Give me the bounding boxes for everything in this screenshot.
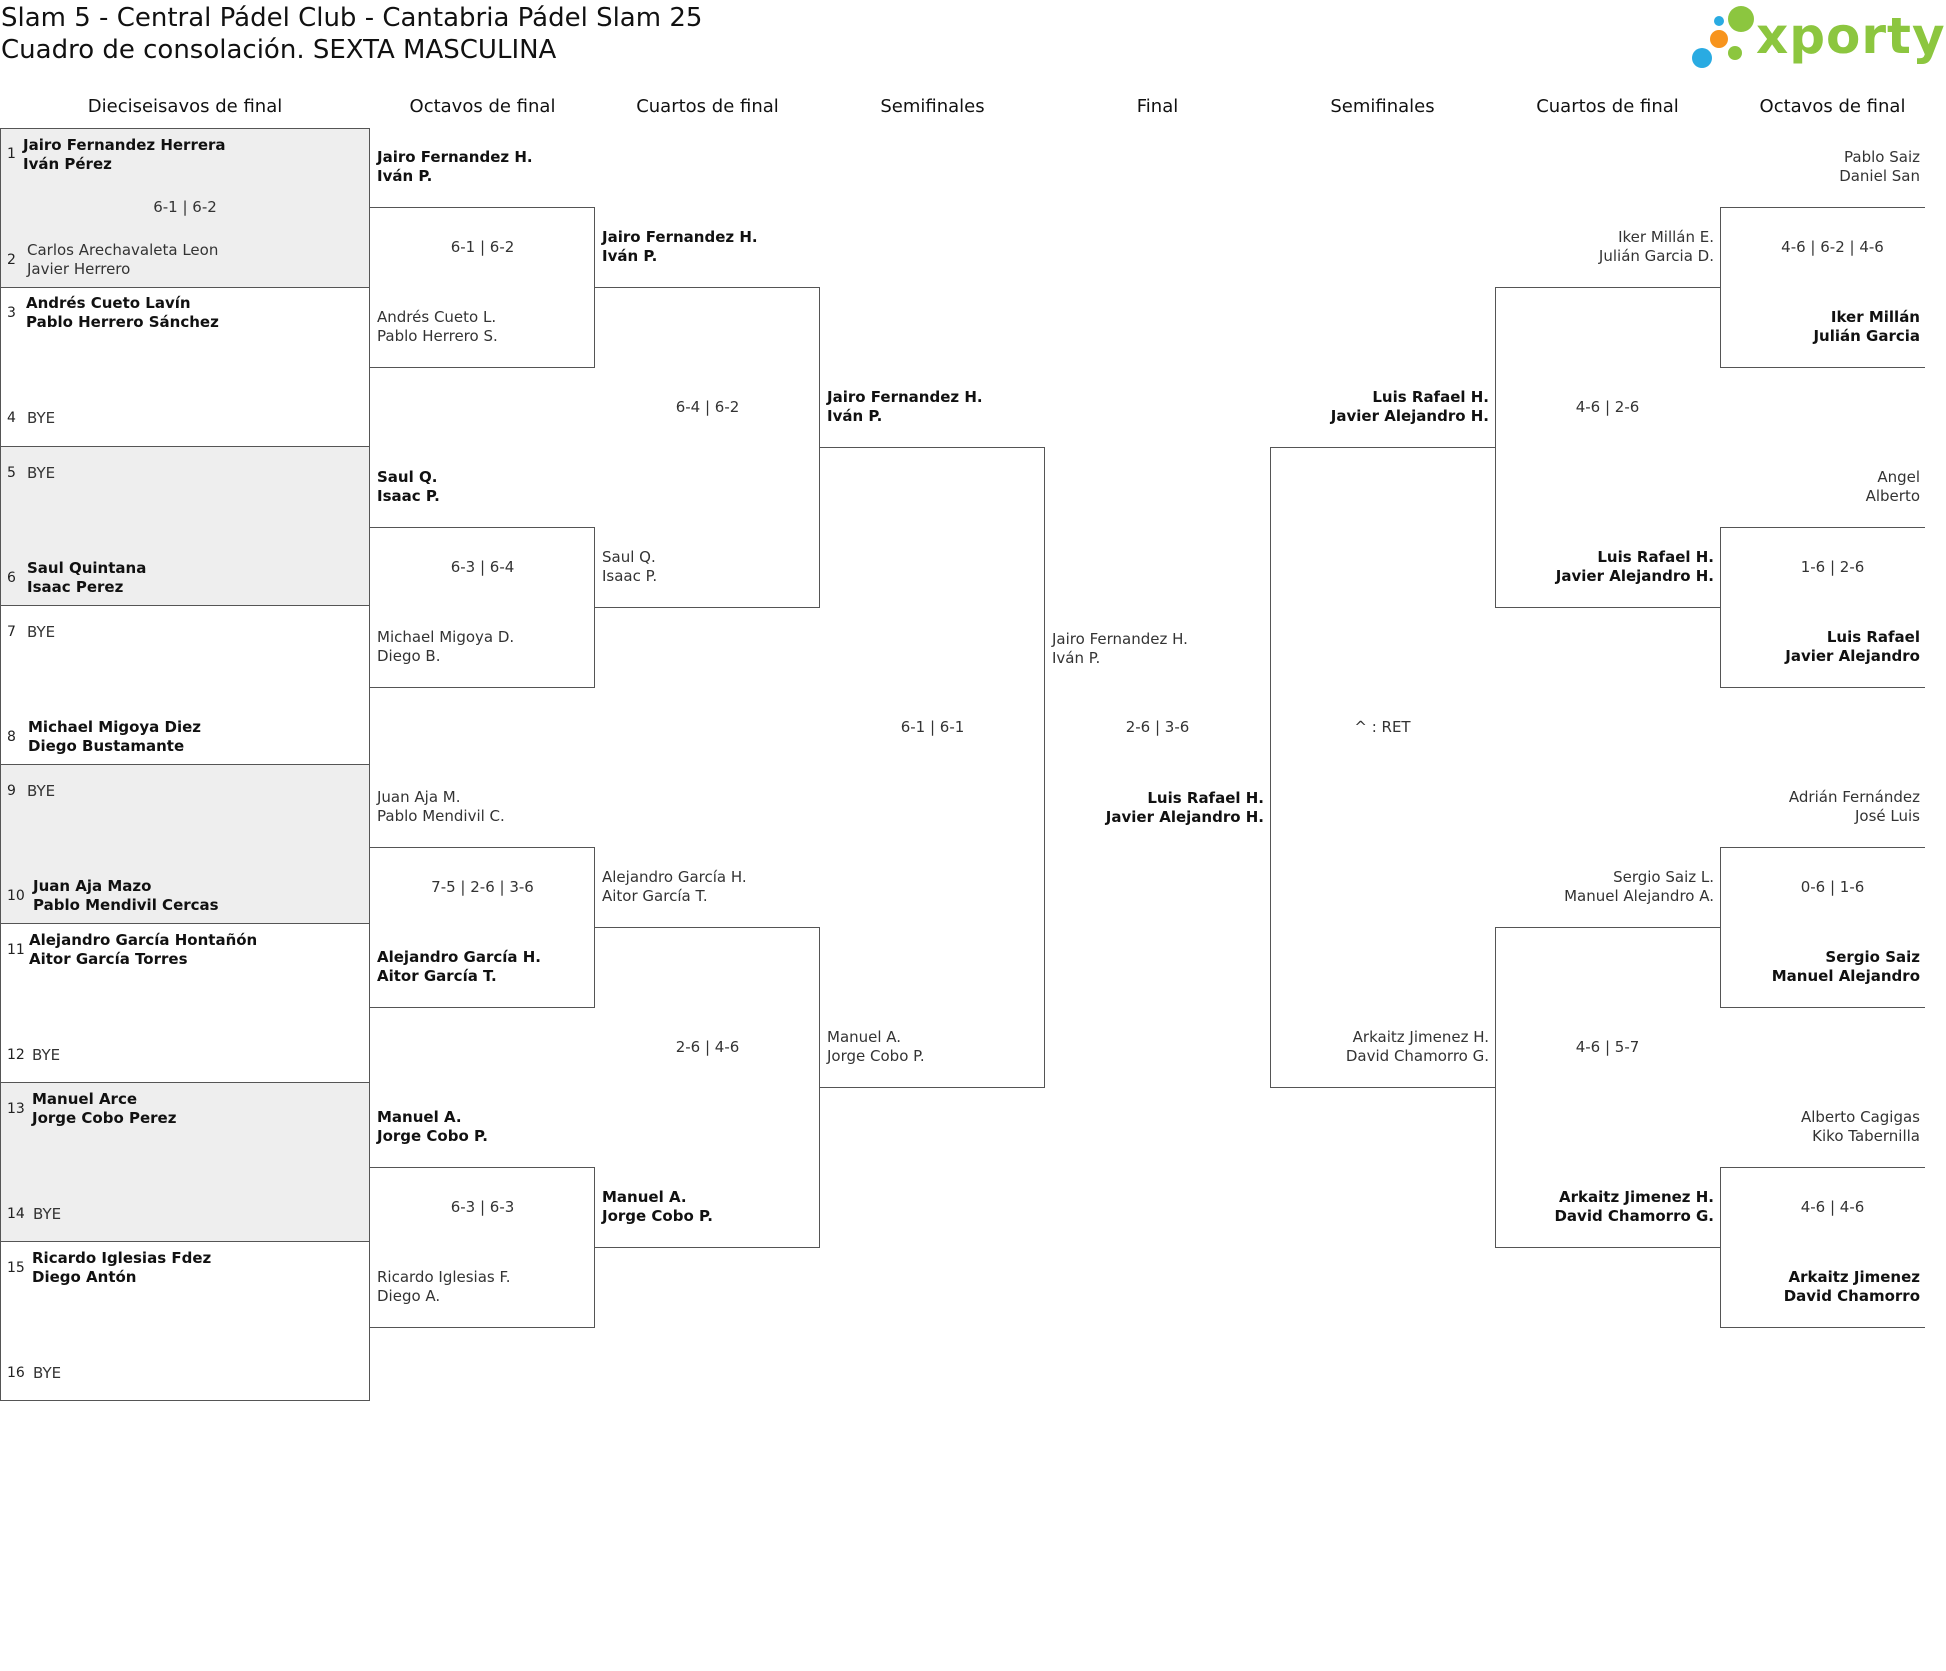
logo-dot-blue bbox=[1692, 48, 1712, 68]
header-round-left-oct: Octavos de final bbox=[409, 96, 556, 117]
team-player-name: Diego Antón bbox=[32, 1268, 137, 1286]
team-player-name: Arkaitz Jimenez H. bbox=[1352, 1028, 1489, 1046]
seed-number: 5 bbox=[7, 465, 16, 481]
match-score: 1-6 | 2-6 bbox=[1800, 558, 1865, 576]
xporty-logo[interactable] bbox=[1690, 4, 1946, 68]
final-team-player-name: Jairo Fernandez H. bbox=[1052, 630, 1188, 648]
team-player-name: BYE bbox=[27, 782, 56, 800]
team-player-name: Pablo Mendivil C. bbox=[377, 807, 505, 825]
team-player-name: Daniel San bbox=[1839, 167, 1920, 185]
team-player-name: Jorge Cobo P. bbox=[602, 1207, 713, 1225]
match-score: 6-1 | 6-1 bbox=[900, 718, 965, 736]
team-player-name: Jairo Fernandez H. bbox=[827, 388, 983, 406]
team-player-name: Adrián Fernández bbox=[1788, 788, 1920, 806]
team-player-name: Luis Rafael bbox=[1826, 628, 1920, 646]
team-player-name: Manuel A. bbox=[602, 1188, 687, 1206]
team-player-name: Michael Migoya D. bbox=[377, 628, 515, 646]
team-player-name: Javier Alejandro H. bbox=[1330, 407, 1489, 425]
header-round-left-sf: Semifinales bbox=[880, 96, 985, 117]
final-team-player-name: Javier Alejandro H. bbox=[1105, 808, 1264, 826]
match-score: 4-6 | 2-6 bbox=[1575, 398, 1640, 416]
match-score: 6-3 | 6-3 bbox=[450, 1198, 515, 1216]
team-player-name: Andrés Cueto Lavín bbox=[26, 294, 191, 312]
team-player-name: Aitor García Torres bbox=[29, 950, 188, 968]
header-round-right-oct: Octavos de final bbox=[1759, 96, 1906, 117]
team-player-name: Saul Quintana bbox=[27, 559, 147, 577]
team-player-name: Pablo Herrero Sánchez bbox=[26, 313, 219, 331]
header-round-right-sf: Semifinales bbox=[1330, 96, 1435, 117]
seed-number: 12 bbox=[7, 1047, 25, 1063]
final-score: 2-6 | 3-6 bbox=[1125, 718, 1190, 736]
header-round-r16: Dieciseisavos de final bbox=[87, 96, 283, 117]
team-player-name: Ricardo Iglesias F. bbox=[377, 1268, 511, 1286]
team-player-name: Manuel Arce bbox=[32, 1090, 138, 1108]
seed-number: 10 bbox=[7, 888, 25, 904]
match-score: 6-1 | 6-2 bbox=[450, 238, 515, 256]
match-score: 6-3 | 6-4 bbox=[450, 558, 515, 576]
team-player-name: Isaac P. bbox=[377, 487, 440, 505]
team-player-name: Isaac Perez bbox=[27, 578, 124, 596]
team-player-name: Isaac P. bbox=[602, 567, 658, 585]
team-player-name: Iván P. bbox=[602, 247, 658, 265]
team-player-name: Pablo Mendivil Cercas bbox=[33, 896, 219, 914]
final-team-player-name: Luis Rafael H. bbox=[1147, 789, 1264, 807]
team-player-name: Ricardo Iglesias Fdez bbox=[32, 1249, 212, 1267]
match-score: 6-4 | 6-2 bbox=[675, 398, 740, 416]
team-player-name: Pablo Herrero S. bbox=[377, 327, 498, 345]
team-player-name: Sergio Saiz bbox=[1825, 948, 1920, 966]
team-player-name: Jorge Cobo P. bbox=[377, 1127, 488, 1145]
team-player-name: Alejandro García H. bbox=[602, 868, 747, 886]
seed-number: 4 bbox=[7, 410, 16, 426]
seed-number: 13 bbox=[7, 1101, 25, 1117]
team-player-name: Diego A. bbox=[377, 1287, 441, 1305]
match-score: ^ : RET bbox=[1354, 718, 1411, 736]
match-score: 4-6 | 5-7 bbox=[1575, 1038, 1640, 1056]
logo-text: xporty bbox=[1756, 7, 1946, 65]
seed-number: 1 bbox=[7, 146, 16, 162]
logo-dot-green bbox=[1728, 6, 1754, 32]
header-round-left-qf: Cuartos de final bbox=[636, 96, 779, 117]
team-player-name: Luis Rafael H. bbox=[1597, 548, 1714, 566]
team-player-name: Javier Herrero bbox=[27, 260, 131, 278]
team-player-name: Alejandro García H. bbox=[377, 948, 541, 966]
team-player-name: BYE bbox=[27, 623, 56, 641]
team-player-name: Iván P. bbox=[377, 167, 433, 185]
match-score: 4-6 | 6-2 | 4-6 bbox=[1781, 238, 1884, 256]
team-player-name: David Chamorro G. bbox=[1554, 1207, 1714, 1225]
team-player-name: Manuel A. bbox=[377, 1108, 462, 1126]
team-player-name: Iván P. bbox=[827, 407, 883, 425]
team-player-name: Carlos Arechavaleta Leon bbox=[27, 241, 219, 259]
team-player-name: BYE bbox=[33, 1205, 62, 1223]
team-player-name: Diego Bustamante bbox=[28, 737, 185, 755]
header-round-right-qf: Cuartos de final bbox=[1536, 96, 1679, 117]
team-player-name: Manuel A. bbox=[827, 1028, 902, 1046]
seed-number: 3 bbox=[7, 305, 16, 321]
team-player-name: Luis Rafael H. bbox=[1372, 388, 1489, 406]
team-player-name: Jairo Fernandez Herrera bbox=[23, 136, 226, 154]
bracket-left-sf[interactable] bbox=[820, 447, 1045, 1088]
team-player-name: Jorge Cobo Perez bbox=[32, 1109, 177, 1127]
seed-number: 8 bbox=[7, 729, 16, 745]
team-player-name: Angel bbox=[1877, 468, 1920, 486]
team-player-name: Sergio Saiz L. bbox=[1613, 868, 1714, 886]
logo-dot-blue-small bbox=[1714, 16, 1724, 26]
team-player-name: Jairo Fernandez H. bbox=[377, 148, 533, 166]
team-player-name: Iker Millán E. bbox=[1618, 228, 1714, 246]
header-round-final: Final bbox=[1136, 96, 1179, 117]
page-subtitle: Cuadro de consolación. SEXTA MASCULINA bbox=[1, 35, 557, 65]
bracket-right-sf[interactable] bbox=[1270, 447, 1495, 1088]
team-player-name: BYE bbox=[33, 1364, 62, 1382]
team-player-name: Alberto Cagigas bbox=[1800, 1108, 1920, 1126]
team-player-name: David Chamorro bbox=[1783, 1287, 1920, 1305]
team-player-name: BYE bbox=[27, 409, 56, 427]
team-player-name: Alejandro García Hontañón bbox=[29, 931, 258, 949]
logo-dot-green-small bbox=[1728, 46, 1742, 60]
team-player-name: Michael Migoya Diez bbox=[28, 718, 202, 736]
team-player-name: David Chamorro G. bbox=[1345, 1047, 1489, 1065]
team-player-name: Manuel Alejandro A. bbox=[1564, 887, 1714, 905]
team-player-name: Iván Pérez bbox=[23, 155, 112, 173]
team-player-name: Saul Q. bbox=[377, 468, 438, 486]
match-score: 0-6 | 1-6 bbox=[1800, 878, 1865, 896]
team-player-name: Jairo Fernandez H. bbox=[602, 228, 758, 246]
seed-number: 11 bbox=[7, 942, 25, 958]
team-player-name: Manuel Alejandro bbox=[1771, 967, 1920, 985]
match-score: 2-6 | 4-6 bbox=[675, 1038, 740, 1056]
match-score: 7-5 | 2-6 | 3-6 bbox=[431, 878, 534, 896]
seed-number: 7 bbox=[7, 624, 16, 640]
team-player-name: Aitor García T. bbox=[602, 887, 708, 905]
seed-number: 14 bbox=[7, 1206, 25, 1222]
team-player-name: Juan Aja M. bbox=[377, 788, 461, 806]
team-player-name: José Luis bbox=[1855, 807, 1920, 825]
logo-dot-orange bbox=[1710, 30, 1728, 48]
page-title: Slam 5 - Central Pádel Club - Cantabria Pádel Slam 25 bbox=[1, 3, 703, 33]
team-player-name: BYE bbox=[32, 1046, 61, 1064]
team-player-name: Arkaitz Jimenez bbox=[1788, 1268, 1920, 1286]
team-player-name: Andrés Cueto L. bbox=[377, 308, 497, 326]
team-player-name: Arkaitz Jimenez H. bbox=[1559, 1188, 1714, 1206]
team-player-name: Javier Alejandro H. bbox=[1555, 567, 1714, 585]
seed-number: 16 bbox=[7, 1365, 25, 1381]
team-player-name: Julián Garcia bbox=[1813, 327, 1920, 345]
team-player-name: Kiko Tabernilla bbox=[1812, 1127, 1920, 1145]
team-player-name: Pablo Saiz bbox=[1844, 148, 1920, 166]
seed-number: 2 bbox=[7, 252, 16, 268]
team-player-name: Julián Garcia D. bbox=[1598, 247, 1714, 265]
team-player-name: BYE bbox=[27, 464, 56, 482]
match-score: 4-6 | 4-6 bbox=[1800, 1198, 1865, 1216]
team-player-name: Alberto bbox=[1865, 487, 1920, 505]
team-player-name: Aitor García T. bbox=[377, 967, 497, 985]
match-score: 6-1 | 6-2 bbox=[153, 198, 217, 216]
team-player-name: Jorge Cobo P. bbox=[827, 1047, 925, 1065]
team-player-name: Javier Alejandro bbox=[1785, 647, 1920, 665]
team-player-name: Juan Aja Mazo bbox=[33, 877, 152, 895]
team-player-name: Diego B. bbox=[377, 647, 441, 665]
seed-number: 15 bbox=[7, 1260, 25, 1276]
seed-number: 9 bbox=[7, 783, 16, 799]
team-player-name: Iker Millán bbox=[1830, 308, 1920, 326]
final-team-player-name: Iván P. bbox=[1052, 649, 1101, 667]
team-player-name: Saul Q. bbox=[602, 548, 656, 566]
seed-number: 6 bbox=[7, 570, 16, 586]
